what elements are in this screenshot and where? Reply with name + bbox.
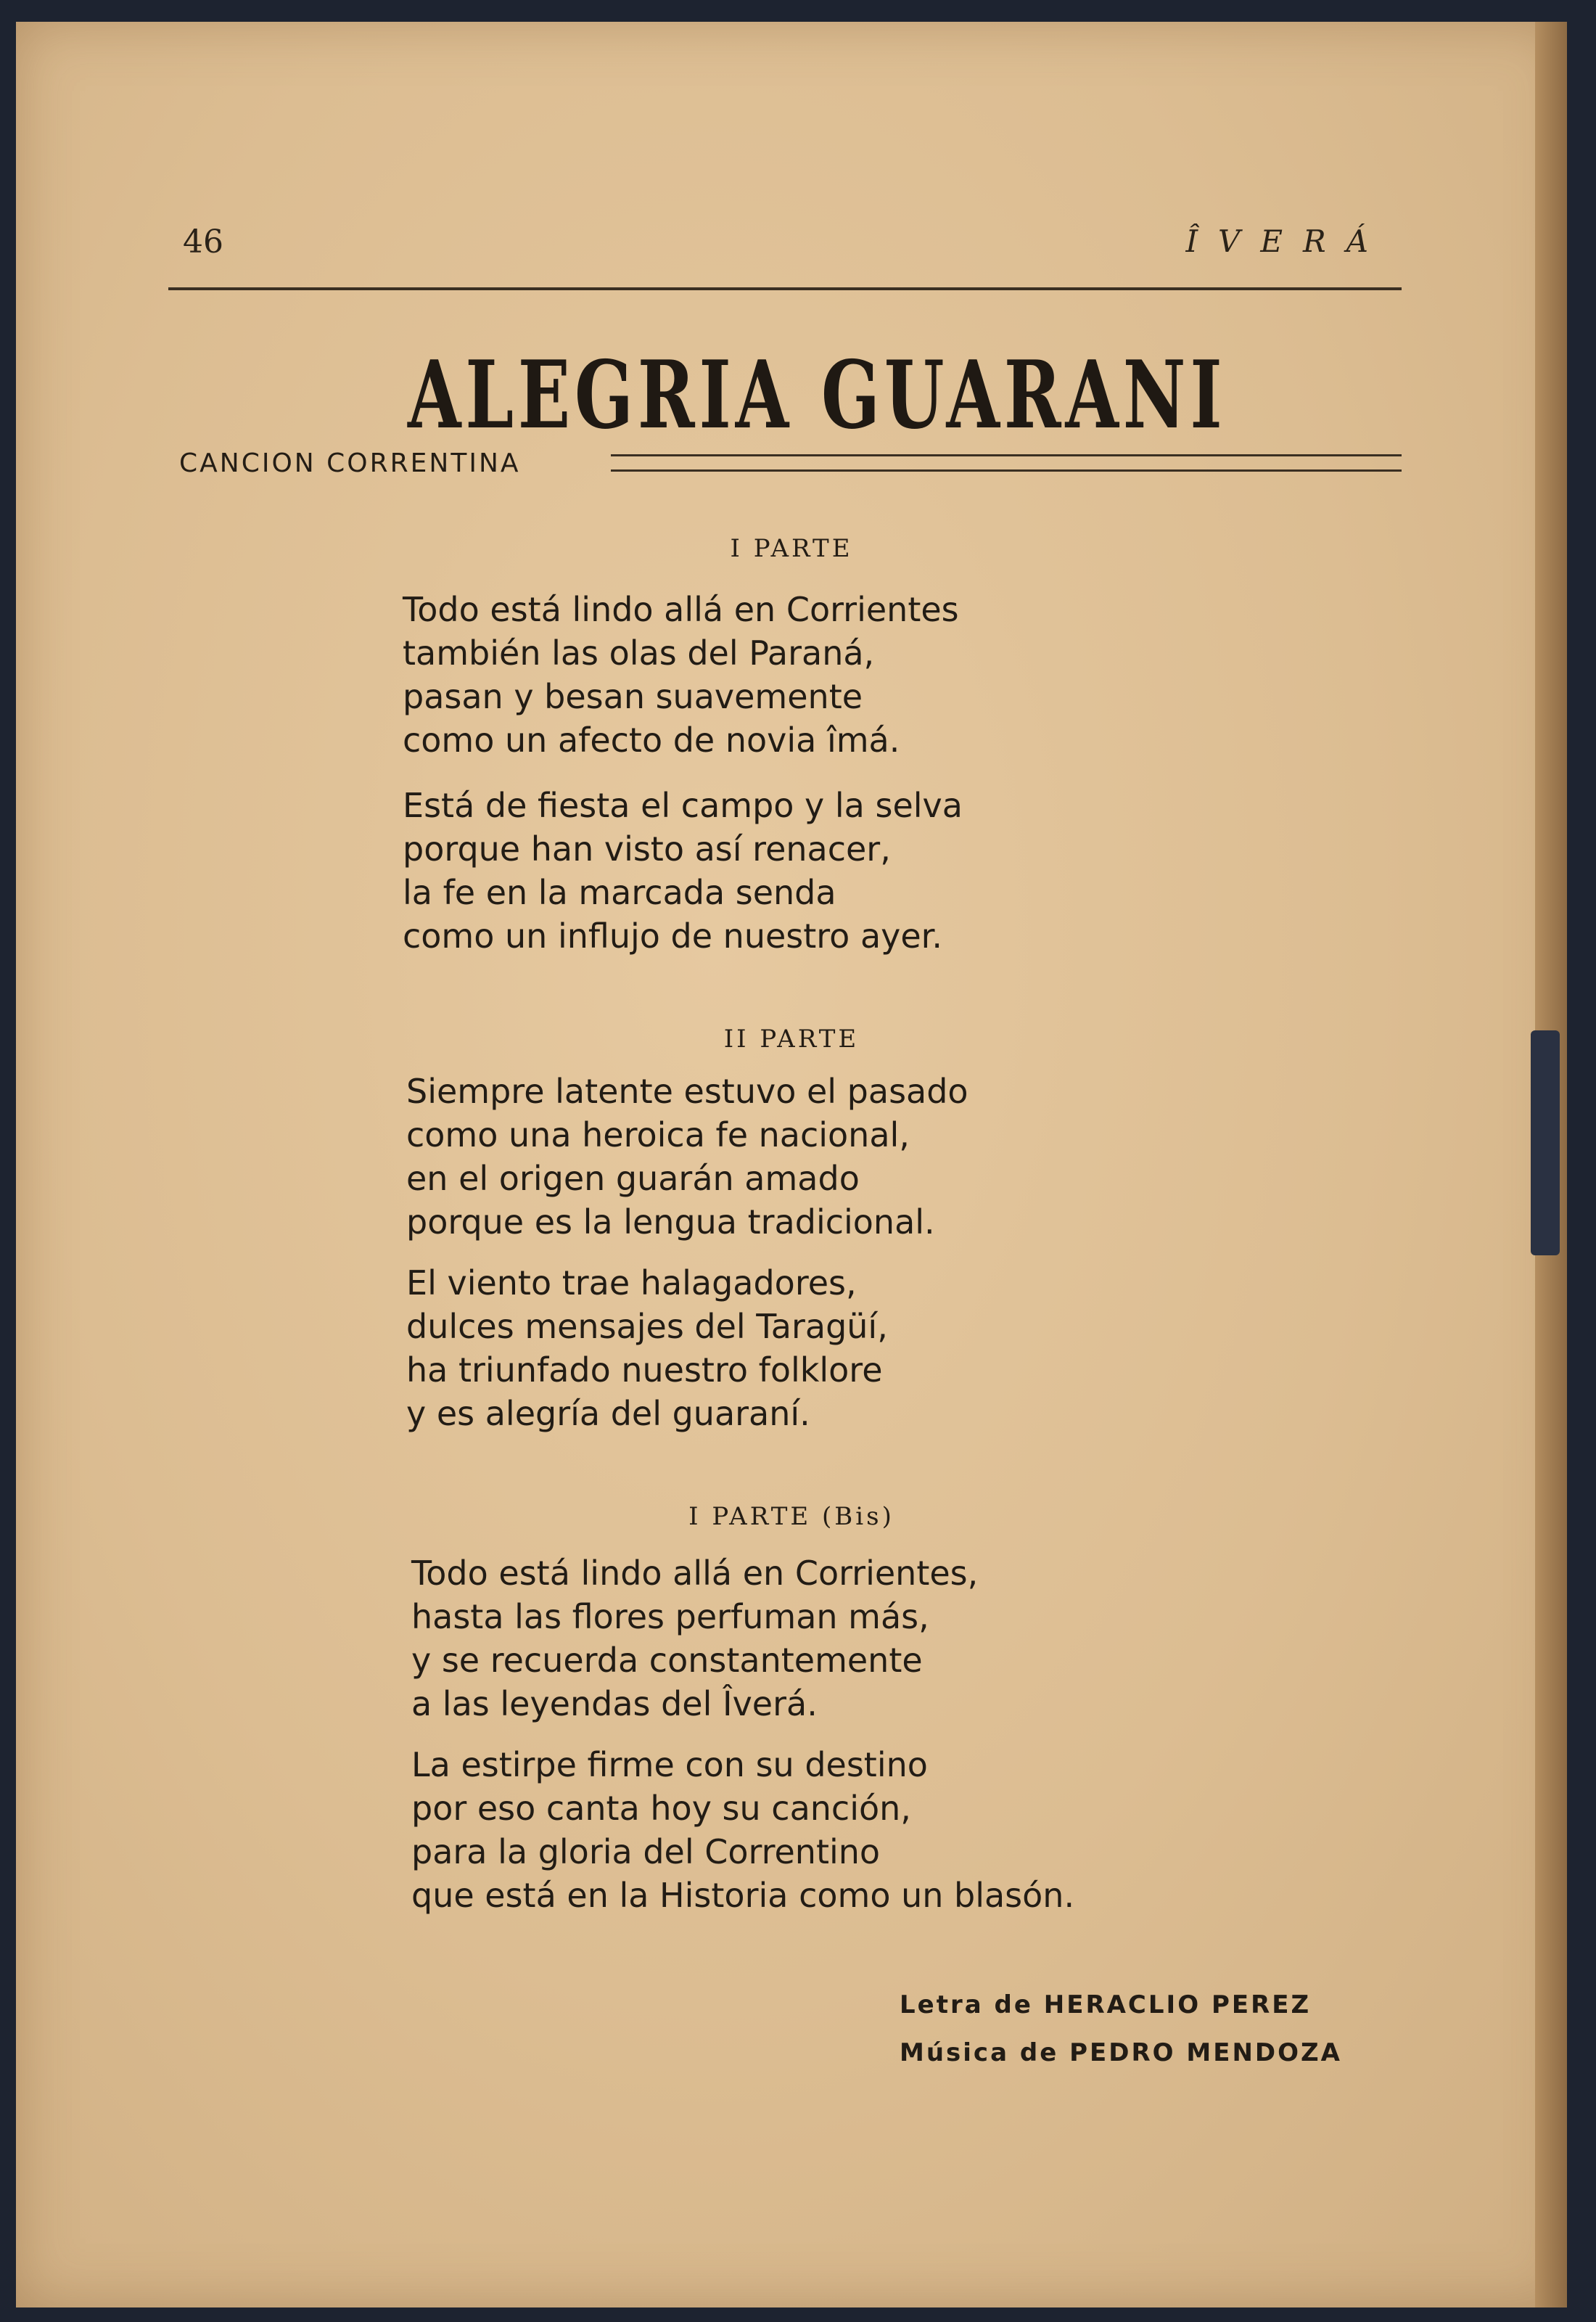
verse-line: como una heroica fe nacional, [406, 1115, 910, 1154]
verse-line: dulces mensajes del Taragüí, [406, 1307, 888, 1346]
song-title: ALEGRIA GUARANI [408, 341, 1227, 450]
verse-line: Todo está lindo allá en Corrientes, [411, 1554, 979, 1593]
music-credit: Música de PEDRO MENDOZA [900, 2038, 1342, 2067]
verse-line: y es alegría del guaraní. [406, 1394, 810, 1433]
verse-line: porque han visto así renacer, [403, 829, 891, 869]
lyrics-credit: Letra de HERACLIO PEREZ [900, 1990, 1312, 2019]
verse-line: El viento trae halagadores, [406, 1263, 857, 1302]
title-double-rule [611, 454, 1402, 472]
part-1-stanza-1 [403, 588, 959, 762]
verse-line: por eso canta hoy su canción, [411, 1789, 911, 1828]
song-subtitle: CANCION CORRENTINA [179, 448, 521, 478]
part-2-heading: II PARTE [723, 1025, 860, 1054]
verse-line: que está en la Historia como un blasón. [411, 1876, 1075, 1915]
part-1-heading: I PARTE [730, 534, 853, 563]
page-number: 46 [183, 223, 223, 260]
verse-line: también las olas del Paraná, [403, 633, 875, 673]
part-2-stanza-1 [406, 1070, 968, 1244]
part-1-stanza-2 [403, 784, 963, 958]
part-3-stanza-2 [411, 1743, 1074, 1917]
page-header [154, 218, 1402, 283]
binding-clip [1531, 1030, 1560, 1255]
verse-line: La estirpe firme con su destino [411, 1745, 928, 1784]
verse-line: pasan y besan suavemente [403, 677, 863, 716]
verse-line: la fe en la marcada senda [403, 873, 836, 912]
header-rule [168, 287, 1402, 290]
verse-line: Siempre latente estuvo el pasado [406, 1072, 968, 1111]
song-credits [900, 1981, 1342, 2077]
part-2-stanza-2 [406, 1261, 888, 1435]
verse-line: a las leyendas del Îverá. [411, 1684, 818, 1723]
book-page [16, 22, 1567, 2307]
part-3-heading: I PARTE (Bis) [688, 1502, 894, 1531]
verse-line: Está de fiesta el campo y la selva [403, 786, 963, 825]
verse-line: y se recuerda constantemente [411, 1641, 923, 1680]
verse-line: hasta las flores perfuman más, [411, 1597, 929, 1636]
running-title: ÎVERÁ [1185, 223, 1389, 259]
verse-line: Todo está lindo allá en Corrientes [403, 590, 959, 629]
verse-line: en el origen guarán amado [406, 1159, 860, 1198]
verse-line: como un afecto de novia îmá. [403, 721, 900, 760]
verse-line: para la gloria del Correntino [411, 1832, 881, 1871]
verse-line: ha triunfado nuestro folklore [406, 1350, 883, 1390]
verse-line: como un influjo de nuestro ayer. [403, 916, 942, 956]
verse-line: porque es la lengua tradicional. [406, 1202, 935, 1242]
part-3-stanza-1 [411, 1551, 978, 1726]
